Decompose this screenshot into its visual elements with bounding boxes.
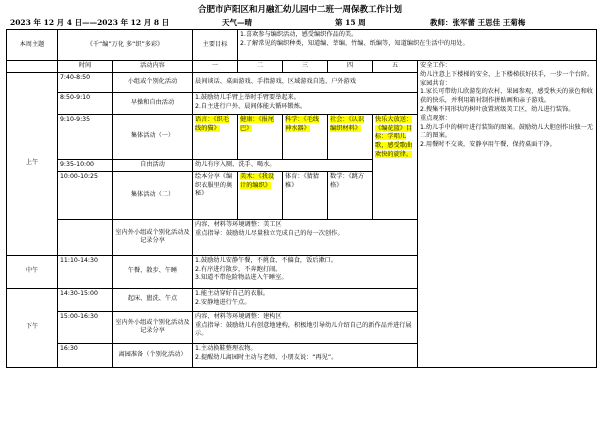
content-line: 1.鼓励幼儿手臂上举时手臂要举起来。 xyxy=(195,93,300,101)
content-line: 2.有序进行散步，不奔跑打闹。 xyxy=(195,265,282,273)
goal-item: 1.喜欢参与编织活动，感受编织作品的美。 xyxy=(240,31,358,38)
row-content xyxy=(193,343,418,367)
row-time: 9:35-10:00 xyxy=(58,159,113,171)
content-line: 2.自主进行户外、晨间体能大循环锻炼。 xyxy=(195,102,307,110)
day-cell-wed: 体育：《猜猜稚》 xyxy=(283,171,328,219)
goal-item: 2.了解常见的编织种类，知道编、莘编、竹编、纸编等，知道编织在生活中的用处。 xyxy=(240,39,469,47)
home-heading: 家园共育： xyxy=(420,79,451,87)
content-header: 活动内容 xyxy=(113,61,193,73)
row-activity: 午餐、散步、午睡 xyxy=(113,255,193,288)
row-content: 晨间谈话、桌面游戏、手指游戏、区域游戏自选、户外游戏 xyxy=(193,72,418,92)
row-activity: 起床、盥洗、午点 xyxy=(113,288,193,311)
lesson-art: 美术：《我设计的编织》 xyxy=(240,172,275,189)
row-activity: 自由活动 xyxy=(113,159,193,171)
content-line: 重点指导：鼓励幼儿尽量独立完成自己的每一次创作。 xyxy=(195,229,344,237)
row-time: 8:50-9:10 xyxy=(58,92,113,114)
content-line: 内容、材料等环境调整：美工区 xyxy=(195,220,282,228)
content-line: 1.主动换鞋整理衣物。 xyxy=(195,344,257,352)
row-activity: 室内外小组或个别化活动及记录分享 xyxy=(113,219,193,255)
row-time xyxy=(58,219,113,255)
row-time: 9:10-9:35 xyxy=(58,114,113,159)
row-time: 14:30-15:00 xyxy=(58,288,113,311)
week-number: 第 15 周 xyxy=(335,18,366,27)
row-activity: 集体活动（一） xyxy=(113,114,193,159)
row-content xyxy=(193,255,418,288)
theme-label: 本周主题 xyxy=(7,30,58,61)
day-header-tue: 二 xyxy=(238,61,283,73)
day-cell-tue xyxy=(238,171,283,219)
day-header-thu: 四 xyxy=(328,61,373,73)
period-noon: 中午 xyxy=(7,255,58,288)
day-cell-mon xyxy=(193,114,238,159)
row-time: 11:10-14:30 xyxy=(58,255,113,288)
blank-header-cell xyxy=(7,61,58,73)
safety-heading: 安全工作： xyxy=(420,62,451,69)
weather: 天气—晴 xyxy=(222,18,252,27)
day-header-wed: 三 xyxy=(283,61,328,73)
date-range: 2023 年 12 月 4 日——2023 年 12 月 8 日 xyxy=(10,18,170,27)
content-line: 内容、材料等环境调整：建构区 xyxy=(195,312,282,320)
period-afternoon: 下午 xyxy=(7,288,58,367)
day-header-fri: 五 xyxy=(373,61,418,73)
row-time: 7:40-8:50 xyxy=(58,72,113,92)
focus-heading: 重点观察： xyxy=(420,114,451,122)
row-activity: 室内外小组或个别化活动及记录分享 xyxy=(113,311,193,343)
lesson-social: 社会：《认识编织材料》 xyxy=(330,115,365,132)
theme-value: 《千“编”万化 多“织”多彩》 xyxy=(58,30,193,61)
lesson-language: 语言：《织毛线的猫》 xyxy=(195,115,230,132)
home-text: 1.家长可带幼儿欣游览的农村、果园参观，感受秋天的景色和收获的快乐，并利用箱衬制作拼贴画和亲子游戏。 xyxy=(420,88,593,105)
page-title: 合肥市庐阳区和月融汇幼儿园中二班一周保教工作计划 xyxy=(197,5,402,15)
side-notes xyxy=(418,61,597,368)
day-cell-wed xyxy=(283,114,328,159)
day-cell-thu: 数学：《跳方格》 xyxy=(328,171,373,219)
period-morning: 上午 xyxy=(7,72,58,255)
lesson-health: 健康：《报尾巴》 xyxy=(240,115,275,132)
content-line: 1.能主动穿好自己的衣服。 xyxy=(195,289,269,297)
day-cell-tue xyxy=(238,114,283,159)
row-content xyxy=(193,311,418,343)
row-content: 幼儿有序入厕、洗手、喝水。 xyxy=(193,159,373,171)
row-activity: 小组或个别化活动 xyxy=(113,72,193,92)
row-content xyxy=(193,92,418,114)
content-line: 2.安静地进行午点。 xyxy=(195,298,251,306)
weekly-plan-table xyxy=(6,29,597,368)
goal-label: 主要目标 xyxy=(193,30,238,61)
row-activity: 集体活动（二） xyxy=(113,171,193,219)
content-line: 3.知道不带危险物品进入午睡室。 xyxy=(195,274,288,282)
day-header-mon: 一 xyxy=(193,61,238,73)
content-line: 2.提醒幼儿离园时主动与老师、小朋友说：“再见”。 xyxy=(195,353,338,361)
focus-text: 1.幼儿手中的树叶进行装饰的图案。鼓励幼儿大胆创作出独一无二的图案。 xyxy=(420,123,593,140)
lesson-music: 快乐大放送：《编花篮》目标：学唱儿歌，感受歌曲欢快的旋律。 xyxy=(375,115,413,158)
row-time: 16:30 xyxy=(58,343,113,367)
goal-list xyxy=(238,30,597,61)
row-content xyxy=(193,288,418,311)
home-text: 2.搜集不同形状的树叶放置班级美工区，幼儿进行装饰。 xyxy=(420,105,575,113)
lesson-science: 科学：《毛线神水器》 xyxy=(285,115,320,132)
row-activity: 离园准备（个别化活动） xyxy=(113,343,193,367)
row-time: 15:00-16:30 xyxy=(58,311,113,343)
day-cell-fri xyxy=(373,114,418,219)
content-line: 重点指导：鼓励幼儿有创意地建构，积极地引导幼儿介绍自己的新作品并进行展示。 xyxy=(195,321,412,338)
row-time: 10:00-10:25 xyxy=(58,171,113,219)
focus-text: 2.用餐时不交谈，安静享用午餐，保持桌面干净。 xyxy=(420,141,556,149)
content-line: 1.鼓励幼儿安静午餐，不挑食、不偏食，饭后漱口。 xyxy=(195,256,338,264)
row-content xyxy=(193,219,418,255)
teachers: 教师：张军蕾 王思佳 王菊梅 xyxy=(430,18,526,27)
safety-text: 幼儿注意上下楼梯的安全，上下楼梯扶好扶手，一步一个台阶。 xyxy=(420,70,594,78)
row-activity: 早操和自由活动 xyxy=(113,92,193,114)
day-cell-mon: 绘本分享《编织衣服里的奥秘》 xyxy=(193,171,238,219)
day-cell-thu xyxy=(328,114,373,159)
time-header: 时间 xyxy=(58,61,113,73)
